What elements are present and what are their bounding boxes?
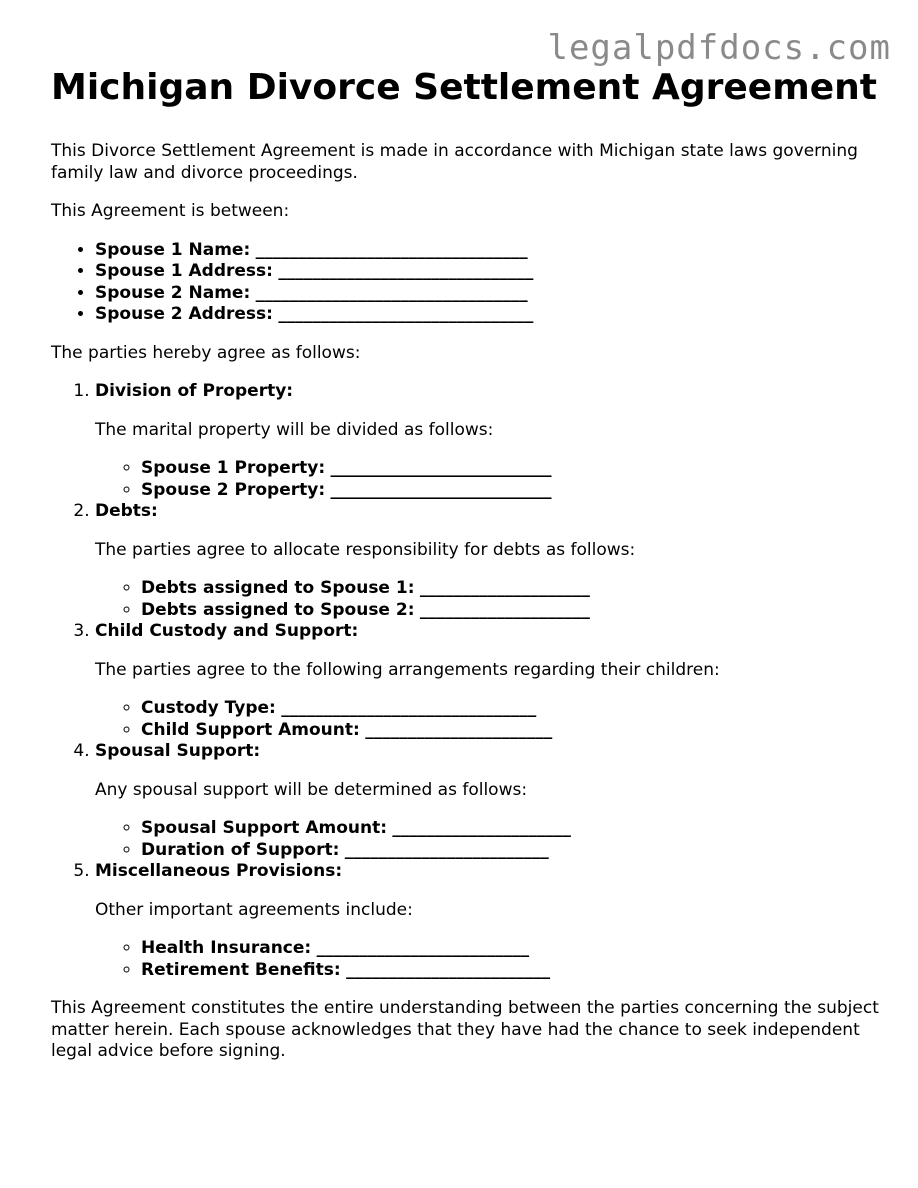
party-item [95, 261, 881, 283]
section-title: Miscellaneous Provisions: [95, 861, 343, 881]
section-item [95, 621, 881, 741]
field-item [141, 480, 881, 502]
section-item [95, 861, 881, 981]
section-desc: The parties agree to the following arrangements regarding their children: [95, 659, 720, 680]
blank-line[interactable]: _________________________ [316, 938, 530, 958]
blank-line[interactable]: ________________________________ [255, 282, 528, 303]
blank-line[interactable]: __________________________ [330, 458, 552, 478]
field-label: Spouse 2 Property: [141, 479, 326, 500]
blank-line[interactable]: ________________________ [344, 839, 549, 860]
blank-line[interactable]: ______________________________ [281, 698, 537, 718]
blank-line[interactable]: __________________________ [330, 479, 552, 500]
section-item [95, 381, 881, 501]
field-item [141, 938, 881, 960]
field-item [141, 698, 881, 720]
field-label: Retirement Benefits: [141, 959, 341, 980]
field-label: Spouse 2 Address: [95, 304, 273, 324]
blank-line[interactable]: ________________________ [346, 959, 551, 980]
section-title: Spousal Support: [95, 741, 261, 761]
section-desc: The parties agree to allocate responsibility for debts as follows: [95, 539, 636, 560]
field-item [141, 818, 881, 840]
field-item [141, 578, 881, 600]
field-item [141, 458, 881, 480]
section-title: Division of Property: [95, 381, 294, 401]
party-item [95, 283, 881, 305]
closing-paragraph: This Agreement constitutes the entire understanding between the parties concerning the subject matter herein. Each spouse acknowledges that they have had the chance to seek independent legal advice before signing. [51, 998, 879, 1061]
blank-line[interactable]: ________________________________ [255, 239, 528, 260]
section-desc: The marital property will be divided as follows: [95, 419, 494, 440]
page-title: Michigan Divorce Settlement Agreement [51, 67, 877, 108]
sections-list [51, 381, 881, 981]
blank-line[interactable]: ______________________________ [278, 304, 534, 324]
field-label: Child Support Amount: [141, 719, 360, 740]
field-item [141, 720, 881, 742]
field-item [141, 840, 881, 862]
section-fields [95, 698, 881, 741]
intro-paragraph: This Divorce Settlement Agreement is made in accordance with Michigan state laws governing family law and divorce proceedings. [51, 141, 858, 183]
field-item [141, 960, 881, 982]
section-desc: Other important agreements include: [95, 899, 413, 920]
section-item [95, 501, 881, 621]
section-fields [95, 458, 881, 501]
field-label: Spouse 1 Name: [95, 239, 251, 260]
blank-line[interactable]: ____________________ [419, 599, 590, 620]
blank-line[interactable]: _____________________ [392, 818, 571, 838]
watermark: legalpdfdocs.com [547, 28, 891, 68]
section-title: Child Custody and Support: [95, 621, 359, 641]
parties-list [51, 240, 881, 326]
party-item [95, 240, 881, 262]
section-fields [95, 818, 881, 861]
field-label: Spousal Support Amount: [141, 818, 388, 838]
blank-line[interactable]: ______________________________ [278, 261, 534, 281]
party-item [95, 304, 881, 326]
field-label: Custody Type: [141, 698, 276, 718]
section-fields [95, 578, 881, 621]
field-label: Health Insurance: [141, 938, 312, 958]
section-item [95, 741, 881, 861]
blank-line[interactable]: ______________________ [365, 719, 553, 740]
field-item [141, 600, 881, 622]
field-label: Debts assigned to Spouse 2: [141, 599, 415, 620]
section-fields [95, 938, 881, 981]
field-label: Spouse 1 Property: [141, 458, 326, 478]
section-title: Debts: [95, 501, 158, 521]
field-label: Spouse 1 Address: [95, 261, 273, 281]
field-label: Debts assigned to Spouse 1: [141, 578, 415, 598]
between-label: This Agreement is between: [51, 201, 290, 221]
field-label: Duration of Support: [141, 839, 340, 860]
hereby-paragraph: The parties hereby agree as follows: [51, 342, 361, 363]
section-desc: Any spousal support will be determined as follows: [95, 779, 528, 800]
blank-line[interactable]: ____________________ [419, 578, 590, 598]
field-label: Spouse 2 Name: [95, 282, 251, 303]
document-body [51, 66, 881, 1063]
